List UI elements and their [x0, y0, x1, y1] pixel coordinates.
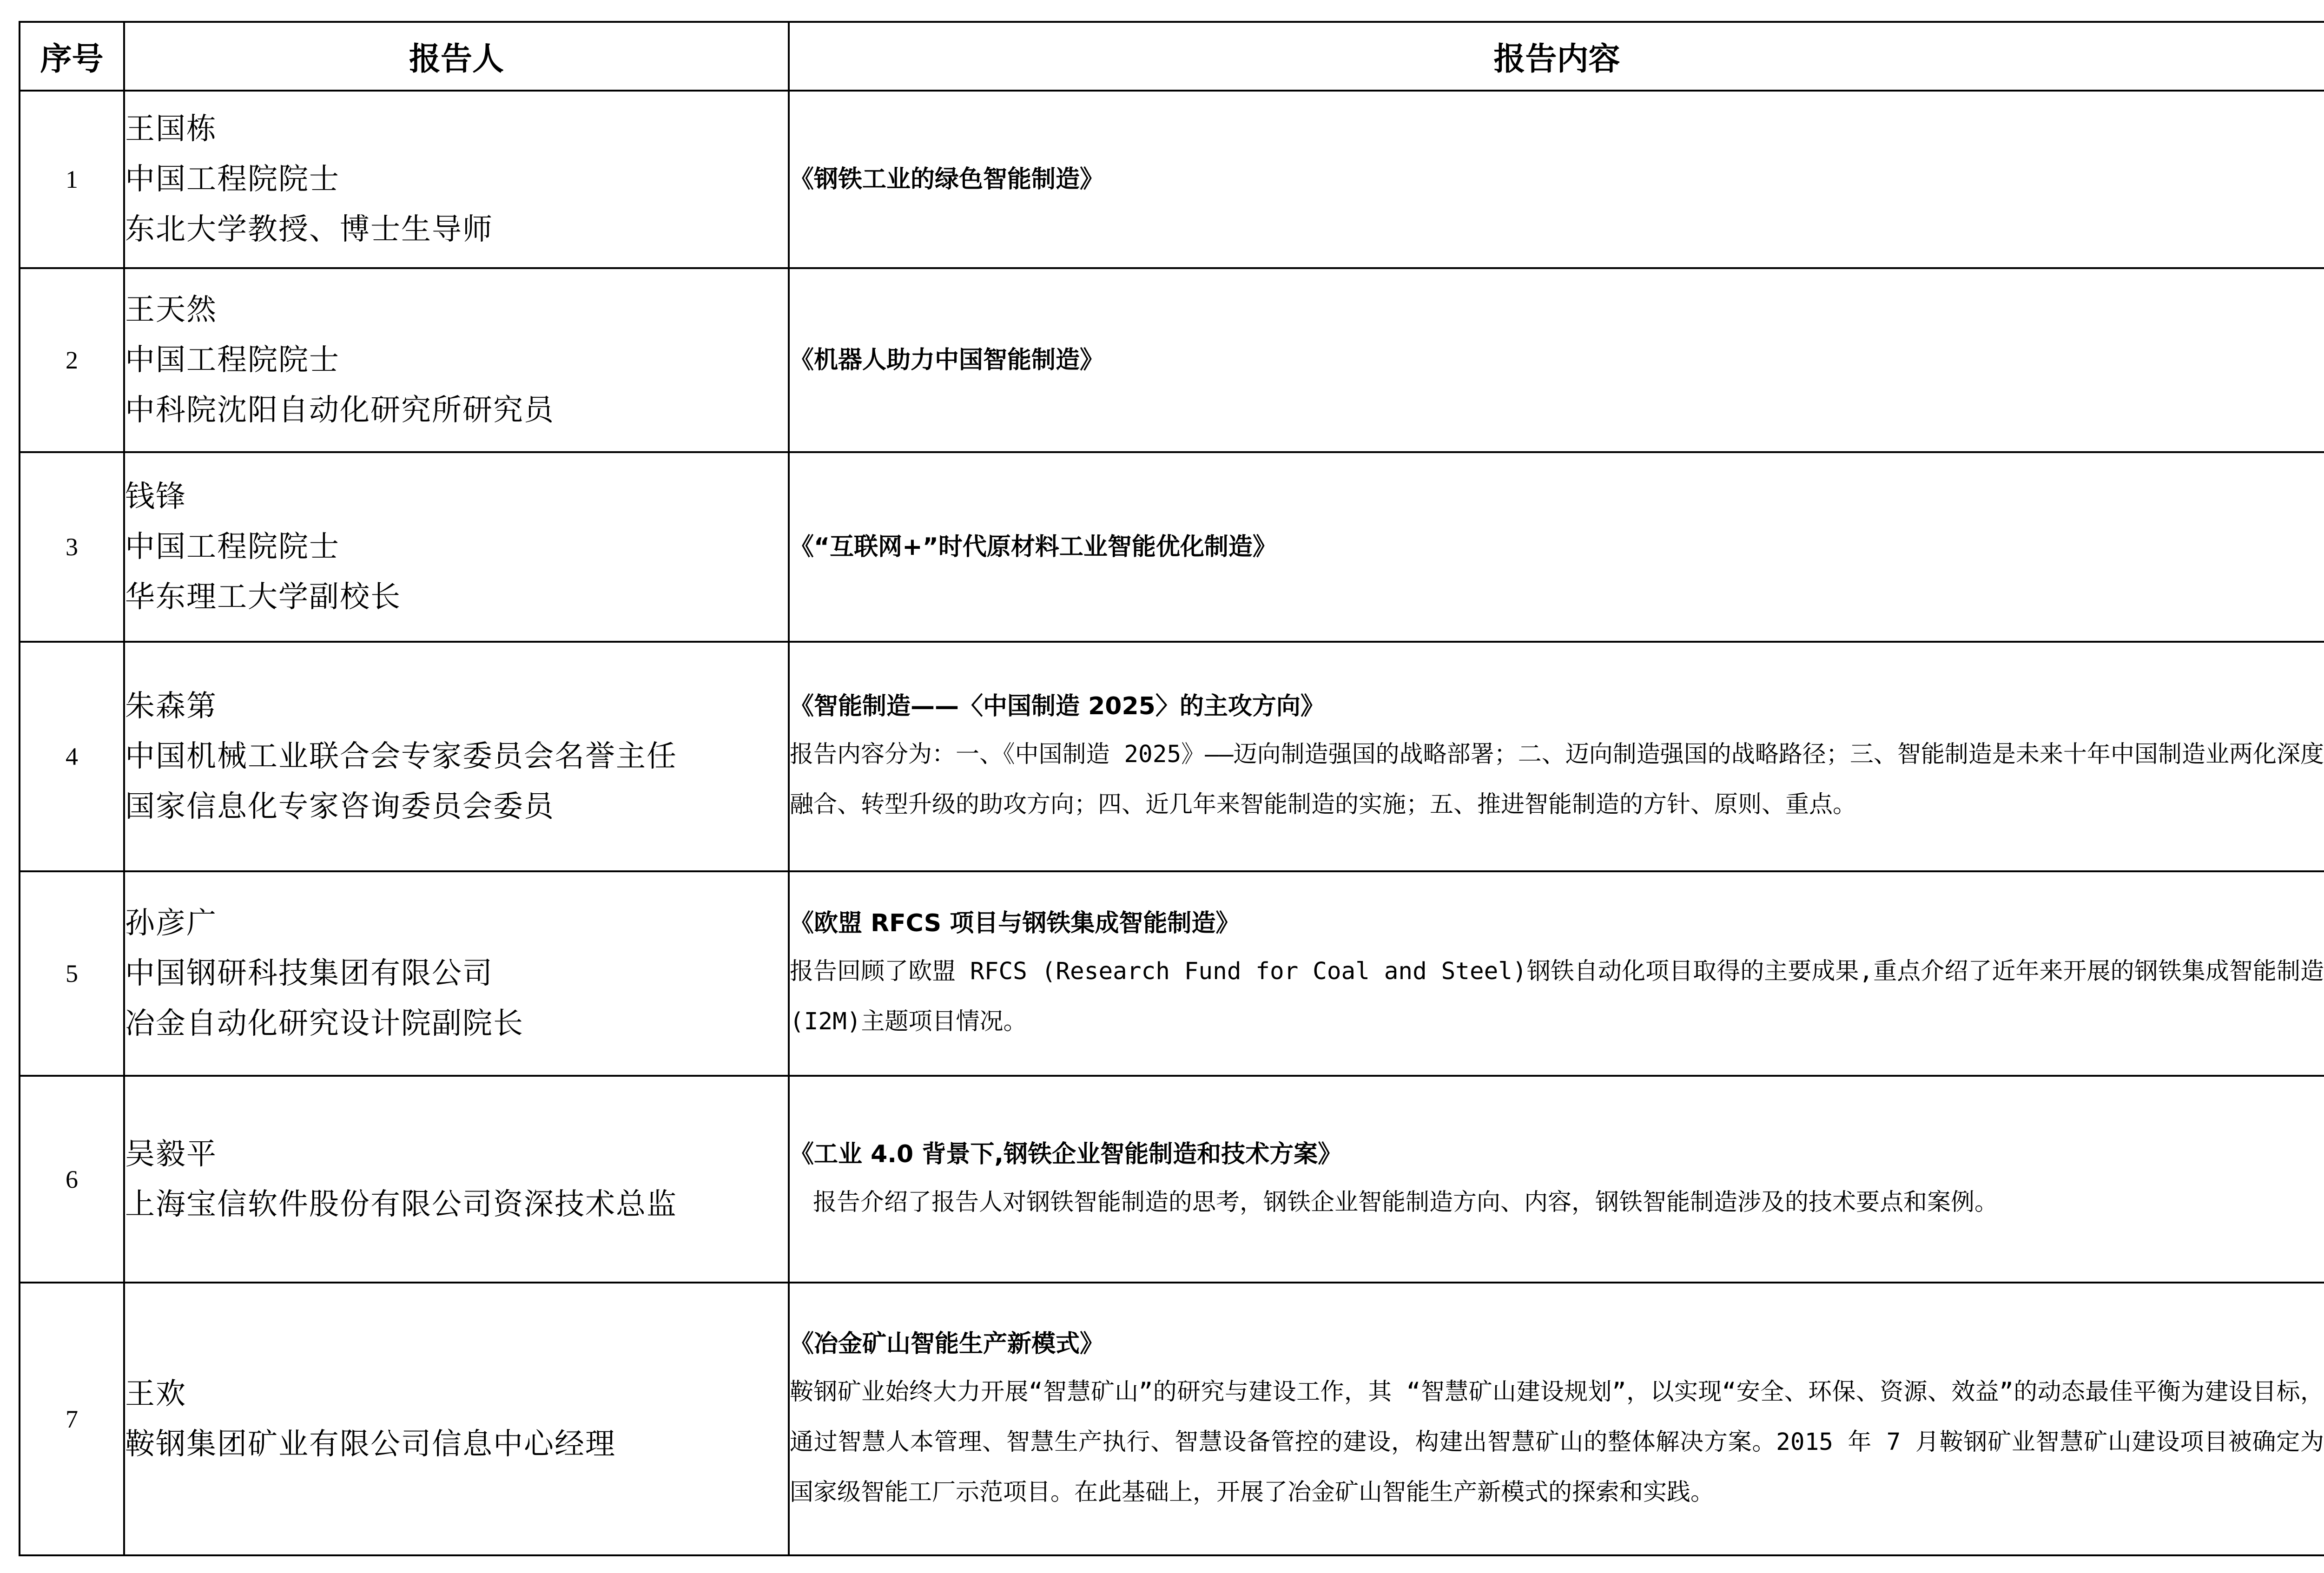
reporter-title: 中国工程院院士 — [125, 162, 340, 197]
content-cell — [789, 1283, 2324, 1555]
table-row — [20, 1283, 2324, 1555]
table-row — [20, 452, 2324, 642]
report-title: 《欧盟 RFCS 项目与钢铁集成智能制造》 — [790, 909, 1240, 937]
reporter-name: 王国栋 — [125, 112, 217, 146]
report-description: 鞍钢矿业始终大力开展“智慧矿山”的研究与建设工作，其 “智慧矿山建设规划”，以实现“安全、环保、资源、效益”的动态最佳平衡为建设目标，通过智慧人本管理、智慧生产执行、智慧设备管控的建设，构建出智慧矿山的整体解决方案。2015 年 7 月鞍钢矿业智慧矿山建设项目被确定为国家级智能工厂示范项目。在此基础上，开展了冶金矿山智能生产新模式的探索和实践。 — [790, 1378, 2324, 1506]
report-title: 《钢铁工业的绿色智能制造》 — [790, 165, 1104, 193]
header-reporter: 报告人 — [124, 22, 789, 91]
reporter-cell — [124, 642, 789, 871]
reporter-cell — [124, 268, 789, 452]
row-number: 3 — [20, 452, 124, 642]
reporter-name: 王天然 — [125, 293, 217, 327]
report-table — [19, 21, 2324, 1556]
reporter-affiliation: 鞍钢集团矿业有限公司信息中心经理 — [125, 1427, 616, 1461]
content-cell — [789, 642, 2324, 871]
table-row — [20, 642, 2324, 871]
reporter-name: 朱森第 — [125, 689, 217, 724]
reporter-title: 中国工程院院士 — [125, 530, 340, 564]
report-description: 报告介绍了报告人对钢铁智能制造的思考，钢铁企业智能制造方向、内容，钢铁智能制造涉及的技术要点和案例。 — [813, 1188, 1999, 1216]
reporter-title: 中国工程院院士 — [125, 343, 340, 377]
row-number: 4 — [20, 642, 124, 871]
content-cell — [789, 1076, 2324, 1283]
report-description: 报告回顾了欧盟 RFCS (Research Fund for Coal and Steel)钢铁自动化项目取得的主要成果,重点介绍了近年来开展的钢铁集成智能制造(I2M)主题项目情况。 — [790, 958, 2324, 1035]
report-description: 报告内容分为：一、《中国制造 2025》——迈向制造强国的战略部署；二、迈向制造强国的战略路径；三、智能制造是未来十年中国制造业两化深度融合、转型升级的助攻方向；四、近几年来智能制造的实施；五、推进智能制造的方针、原则、重点。 — [790, 741, 2324, 818]
report-title: 《冶金矿山智能生产新模式》 — [790, 1329, 1104, 1358]
reporter-cell — [124, 1283, 789, 1555]
reporter-name: 钱锋 — [125, 480, 186, 514]
reporter-affiliation: 东北大学教授、博士生导师 — [125, 212, 493, 247]
reporter-cell — [124, 452, 789, 642]
reporter-affiliation: 国家信息化专家咨询委员会委员 — [125, 790, 555, 824]
reporter-affiliation: 华东理工大学副校长 — [125, 580, 401, 614]
reporter-affiliation: 中科院沈阳自动化研究所研究员 — [125, 393, 555, 428]
reporter-cell — [124, 1076, 789, 1283]
report-title: 《“互联网+”时代原材料工业智能优化制造》 — [790, 533, 1277, 561]
row-number: 1 — [20, 91, 124, 268]
reporter-name: 吴毅平 — [125, 1137, 217, 1172]
table-row — [20, 871, 2324, 1076]
reporter-name: 孙彦广 — [125, 906, 217, 941]
header-number: 序号 — [20, 22, 124, 91]
reporter-name: 王欢 — [125, 1376, 186, 1411]
reporter-affiliation: 冶金自动化研究设计院副院长 — [125, 1007, 524, 1041]
reporter-title: 中国钢研科技集团有限公司 — [125, 956, 493, 991]
table-row — [20, 1076, 2324, 1283]
table-row — [20, 91, 2324, 268]
report-title: 《智能制造——〈中国制造 2025〉的主攻方向》 — [790, 692, 1325, 720]
content-cell — [789, 91, 2324, 268]
row-number: 6 — [20, 1076, 124, 1283]
row-number: 7 — [20, 1283, 124, 1555]
content-cell — [789, 268, 2324, 452]
report-title: 《工业 4.0 背景下,钢铁企业智能制造和技术方案》 — [790, 1140, 1342, 1168]
reporter-title: 中国机械工业联合会专家委员会名誉主任 — [125, 739, 677, 774]
content-cell — [789, 871, 2324, 1076]
header-content: 报告内容 — [789, 22, 2324, 91]
row-number: 5 — [20, 871, 124, 1076]
report-title: 《机器人助力中国智能制造》 — [790, 346, 1104, 374]
content-cell — [789, 452, 2324, 642]
header-row — [20, 22, 2324, 91]
table-row — [20, 268, 2324, 452]
row-number: 2 — [20, 268, 124, 452]
reporter-cell — [124, 871, 789, 1076]
reporter-cell — [124, 91, 789, 268]
reporter-affiliation: 上海宝信软件股份有限公司资深技术总监 — [125, 1187, 677, 1222]
